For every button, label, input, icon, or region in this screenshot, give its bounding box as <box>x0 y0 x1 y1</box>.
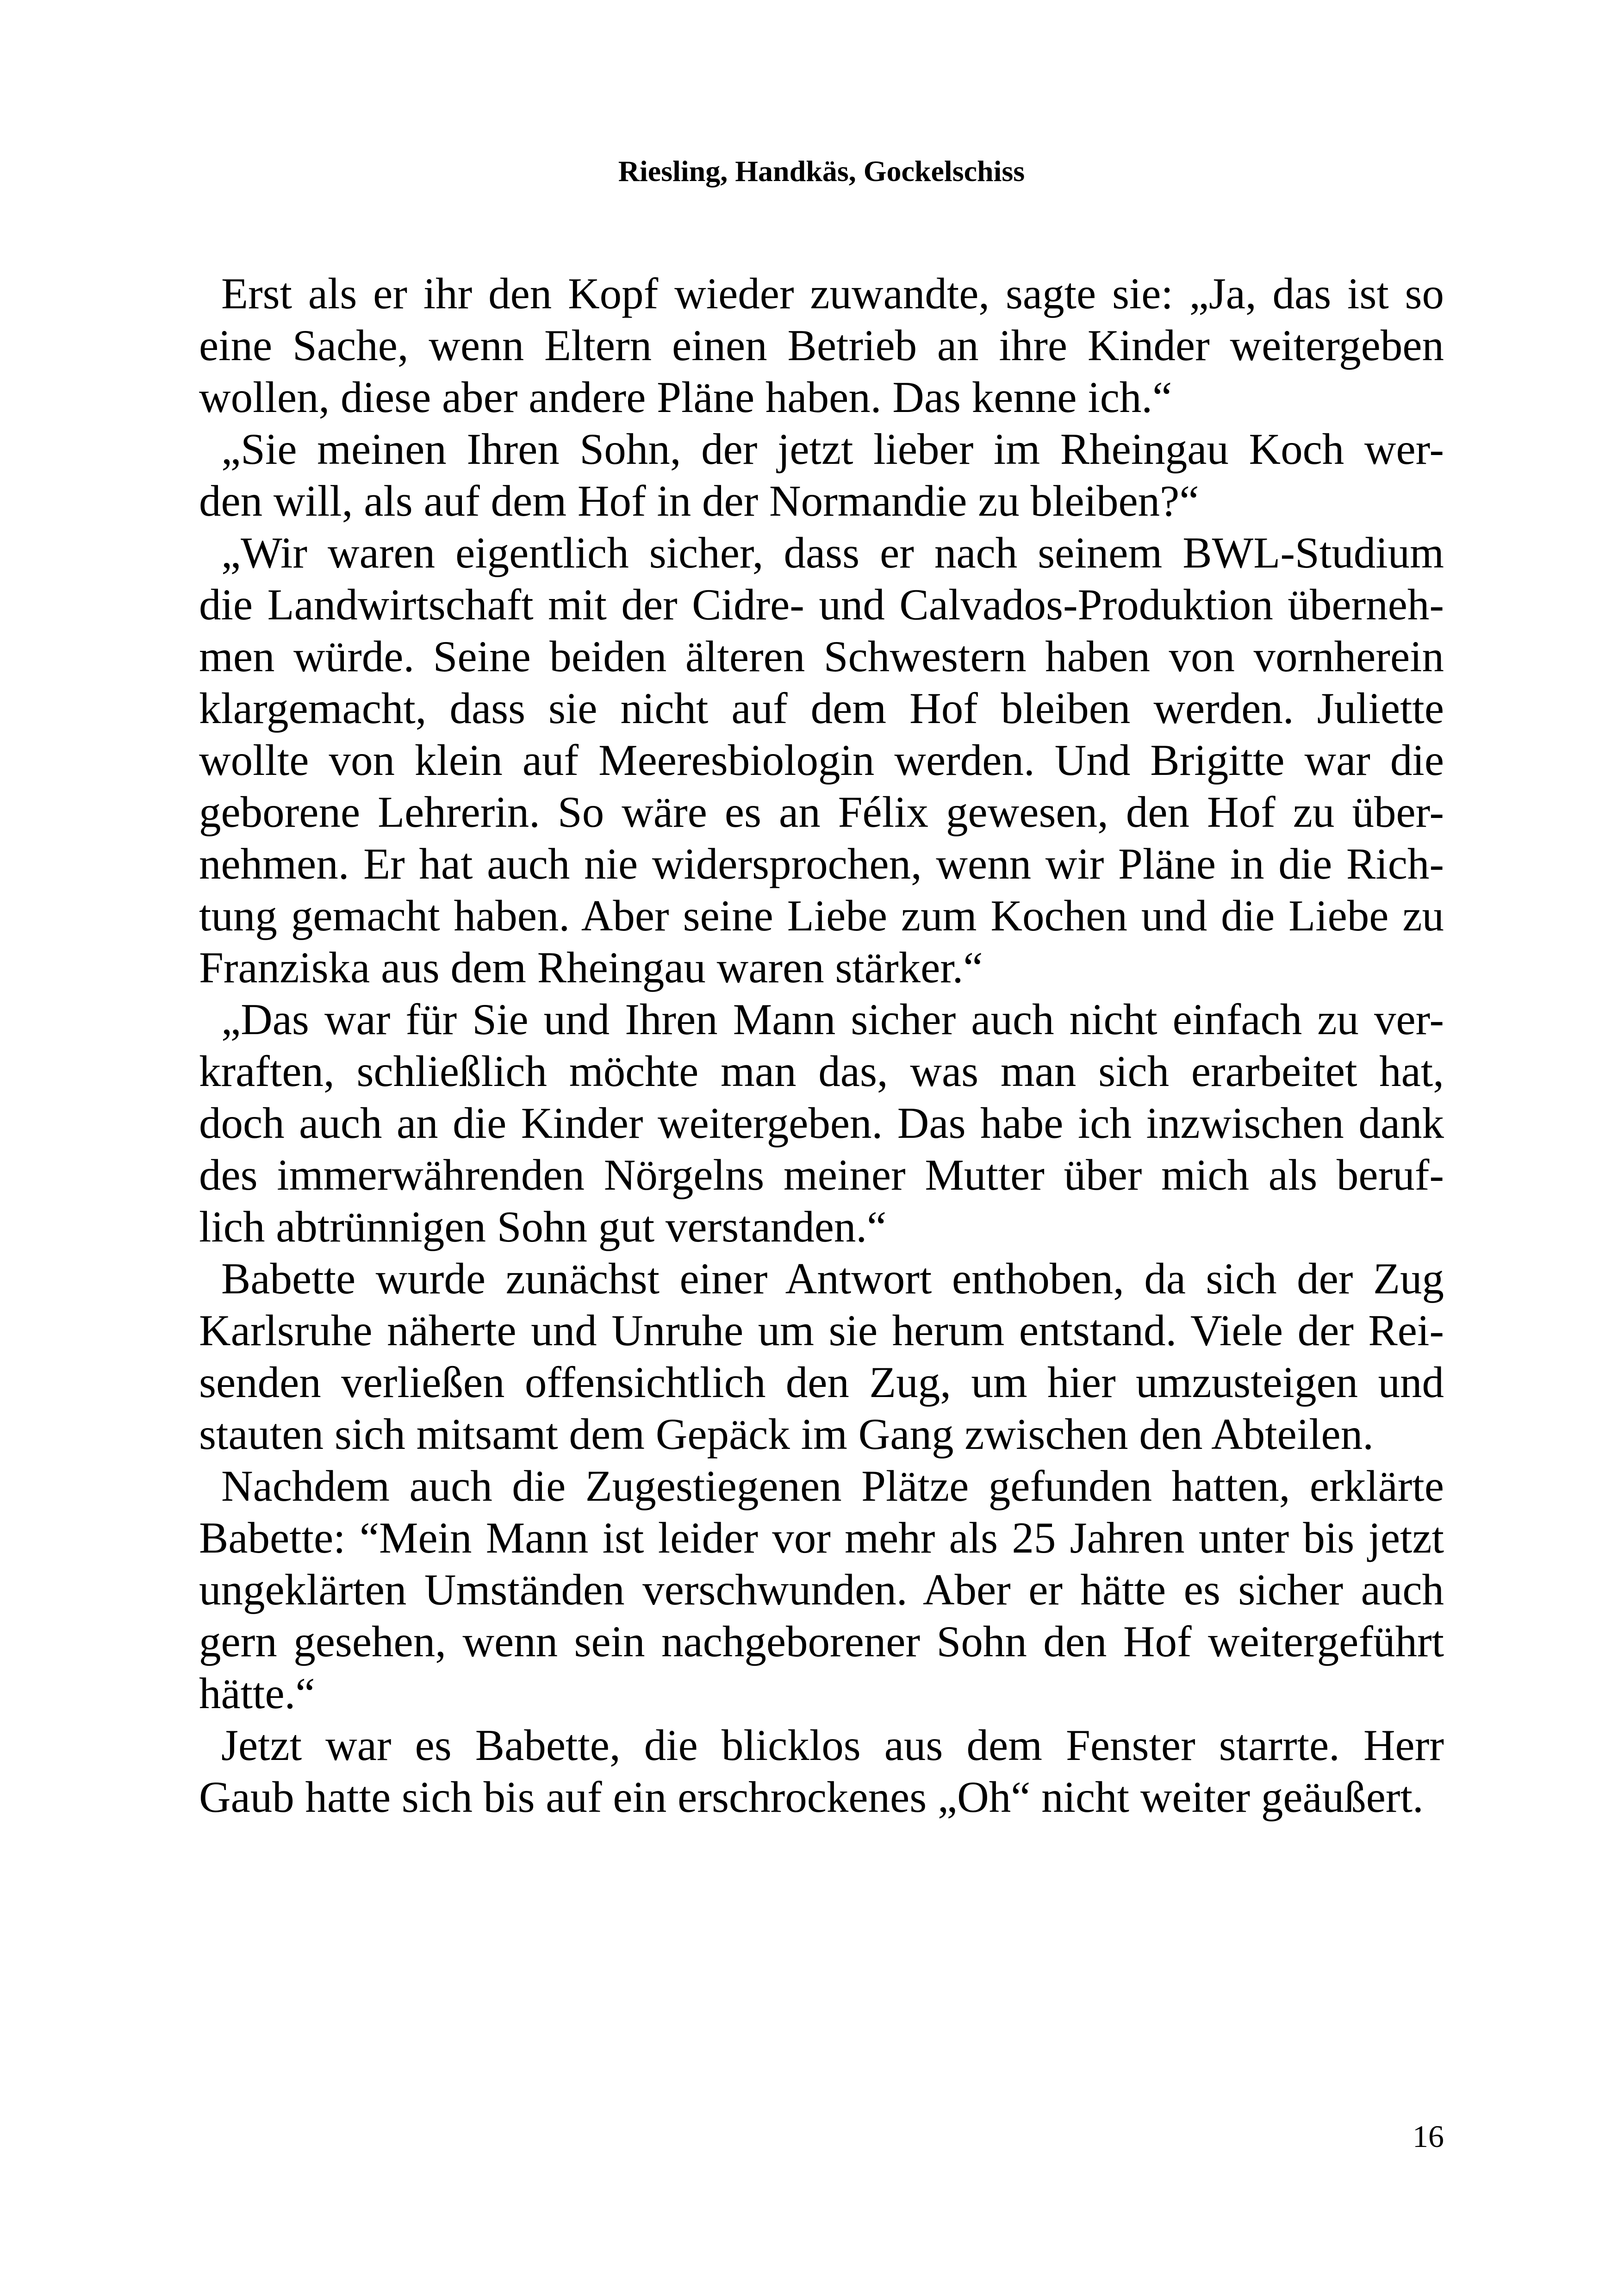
text-line: Franziska aus dem Rheingau waren stärker.“ <box>199 943 983 992</box>
text-line: Karlsruhe näherte und Unruhe um sie herum entstand. Viele der Rei- <box>199 1306 1444 1355</box>
text-line: Gaub hatte sich bis auf ein erschrockenes „Oh“ nicht weiter geäußert. <box>199 1772 1424 1822</box>
text-line: Nachdem auch die Zugestiegenen Plätze gefunden hatten, erklärte <box>221 1461 1444 1510</box>
text-line: men würde. Seine beiden älteren Schwestern haben von vornherein <box>199 632 1444 681</box>
text-line: stauten sich mitsamt dem Gepäck im Gang zwischen den Abteilen. <box>199 1410 1374 1459</box>
text-line: Babette wurde zunächst einer Antwort enthoben, da sich der Zug <box>221 1254 1444 1303</box>
text-line: den will, als auf dem Hof in der Normandie zu bleiben?“ <box>199 476 1199 525</box>
text-line: lich abtrünnigen Sohn gut verstanden.“ <box>199 1202 887 1251</box>
text-line: Jetzt war es Babette, die blicklos aus dem Fenster starrte. Herr <box>221 1721 1444 1770</box>
text-line: Babette: “Mein Mann ist leider vor mehr als 25 Jahren unter bis jetzt <box>199 1513 1444 1562</box>
text-line: „Sie meinen Ihren Sohn, der jetzt lieber im Rheingau Koch wer- <box>221 424 1444 474</box>
paragraph <box>199 527 1444 993</box>
text-line: die Landwirtschaft mit der Cidre- und Calvados-Produktion überneh- <box>199 580 1444 629</box>
text-line: tung gemacht haben. Aber seine Liebe zum Kochen und die Liebe zu <box>199 891 1444 940</box>
page-number: 16 <box>1413 2119 1444 2154</box>
text-line: ungeklärten Umständen verschwunden. Aber er hätte es sicher auch <box>199 1565 1444 1614</box>
paragraph <box>199 423 1444 527</box>
text-line: eine Sache, wenn Eltern einen Betrieb an ihre Kinder weitergeben <box>199 321 1444 370</box>
text-line: des immerwährenden Nörgelns meiner Mutter über mich als beruf- <box>199 1150 1444 1199</box>
text-line: „Das war für Sie und Ihren Mann sicher auch nicht einfach zu ver- <box>221 995 1444 1044</box>
text-line: doch auch an die Kinder weitergeben. Das habe ich inzwischen dank <box>199 1098 1444 1148</box>
paragraph <box>199 1253 1444 1460</box>
text-line: wollte von klein auf Meeresbiologin werden. Und Brigitte war die <box>199 736 1444 785</box>
paragraph <box>199 993 1444 1253</box>
body-text <box>199 268 1444 1823</box>
text-line: wollen, diese aber andere Pläne haben. Das kenne ich.“ <box>199 373 1172 422</box>
text-line: hätte.“ <box>199 1669 315 1718</box>
text-line: nehmen. Er hat auch nie widersprochen, wenn wir Pläne in die Rich- <box>199 839 1444 888</box>
text-line: „Wir waren eigentlich sicher, dass er nach seinem BWL-Studium <box>221 528 1444 577</box>
paragraph <box>199 268 1444 423</box>
text-line: senden verließen offensichtlich den Zug, um hier umzusteigen und <box>199 1358 1444 1407</box>
paragraph <box>199 1719 1444 1823</box>
paragraph <box>199 1460 1444 1719</box>
text-line: gern gesehen, wenn sein nachgeborener Sohn den Hof weitergeführt <box>199 1617 1444 1666</box>
running-head: Riesling, Handkäs, Gockelschiss <box>618 155 1025 187</box>
text-line: kraften, schließlich möchte man das, was man sich erarbeitet hat, <box>199 1047 1444 1096</box>
text-line: klargemacht, dass sie nicht auf dem Hof bleiben werden. Juliette <box>199 684 1444 733</box>
text-line: Erst als er ihr den Kopf wieder zuwandte, sagte sie: „Ja, das ist so <box>221 269 1444 318</box>
text-line: geborene Lehrerin. So wäre es an Félix gewesen, den Hof zu über- <box>199 787 1444 836</box>
